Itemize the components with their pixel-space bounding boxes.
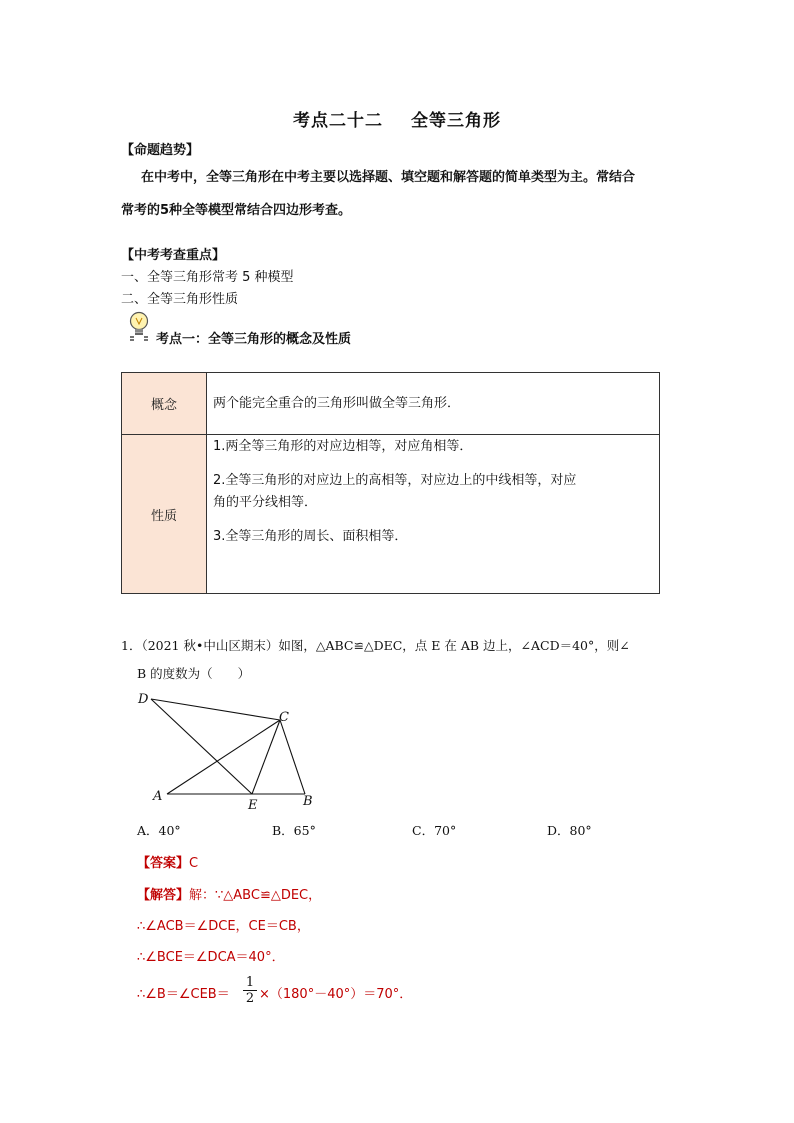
- page-title: [0, 106, 794, 131]
- property-item-2b: 角的平分线相等．: [213, 495, 318, 510]
- answer-value: C: [189, 856, 199, 871]
- solution-step-4-right: ×（180°－40°）＝70°．: [259, 987, 413, 1002]
- point-label-C: C: [279, 710, 289, 725]
- solution-step-3: ∴∠BCE＝∠DCA＝40°．: [137, 950, 285, 965]
- option-d[interactable]: D．80°: [547, 823, 592, 838]
- question-line-1: 1．（2021 秋•中山区期末）如图，△ABC≌△DEC，点 E 在 AB 边上，∠ACD＝40°，则∠: [121, 638, 630, 653]
- answer-label: 【答案】: [137, 856, 190, 871]
- solution-step-4-left: ∴∠B＝∠CEB＝: [137, 987, 230, 1002]
- fraction-numerator: 1: [243, 975, 257, 991]
- question-line-2: B 的度数为（ ）: [137, 666, 251, 681]
- solution-line-1: [137, 884, 321, 903]
- trend-line-2: 常考的5种全等模型常结合四边形考查。: [121, 203, 352, 218]
- solution-step-2: ∴∠ACB＝∠DCE，CE＝CB，: [137, 919, 310, 934]
- focus-item-2: 二、全等三角形性质: [121, 292, 239, 307]
- concept-label: 概念: [122, 373, 207, 435]
- trend-heading: 【命题趋势】: [121, 143, 200, 158]
- table-row: [122, 373, 660, 435]
- segment-CB: [280, 720, 305, 794]
- concept-table: [121, 372, 660, 594]
- option-a[interactable]: A．40°: [137, 823, 181, 838]
- point-label-A: A: [153, 789, 163, 804]
- lightbulb-icon: [124, 310, 154, 344]
- section-title: 考点一：全等三角形的概念及性质: [156, 332, 352, 347]
- fraction-one-half: [243, 975, 257, 1006]
- trend-line-1: 在中考中，全等三角形在中考主要以选择题、填空题和解答题的简单类型为主。常结合: [141, 170, 636, 185]
- option-c[interactable]: C．70°: [412, 823, 457, 838]
- fraction-denominator: 2: [245, 991, 255, 1006]
- option-b[interactable]: B．65°: [272, 823, 316, 838]
- focus-item-1: 一、全等三角形常考 5 种模型: [121, 270, 294, 285]
- property-item-2a: 2.全等三角形的对应边上的高相等，对应边上的中线相等，对应: [213, 473, 577, 488]
- title-topic-name: 全等三角形: [411, 111, 501, 131]
- solution-label: 【解答】: [137, 888, 190, 903]
- segment-AC: [167, 720, 280, 794]
- solution-step-1: 解：∵△ABC≌△DEC，: [189, 888, 322, 903]
- point-label-B: B: [303, 794, 313, 809]
- title-topic-number: 考点二十二: [293, 111, 383, 131]
- triangle-figure: [135, 688, 325, 813]
- table-row: [122, 435, 660, 594]
- property-cell: [207, 435, 660, 594]
- property-label: 性质: [122, 435, 207, 594]
- property-item-1: 1.两全等三角形的对应边相等，对应角相等．: [213, 439, 473, 454]
- segment-EC: [252, 720, 280, 794]
- answer-line: [137, 852, 198, 871]
- property-item-3: 3.全等三角形的周长、面积相等．: [213, 529, 408, 544]
- concept-text: 两个能完全重合的三角形叫做全等三角形．: [207, 373, 660, 435]
- point-label-E: E: [248, 798, 258, 813]
- point-label-D: D: [138, 692, 149, 707]
- focus-heading: 【中考考查重点】: [121, 248, 226, 263]
